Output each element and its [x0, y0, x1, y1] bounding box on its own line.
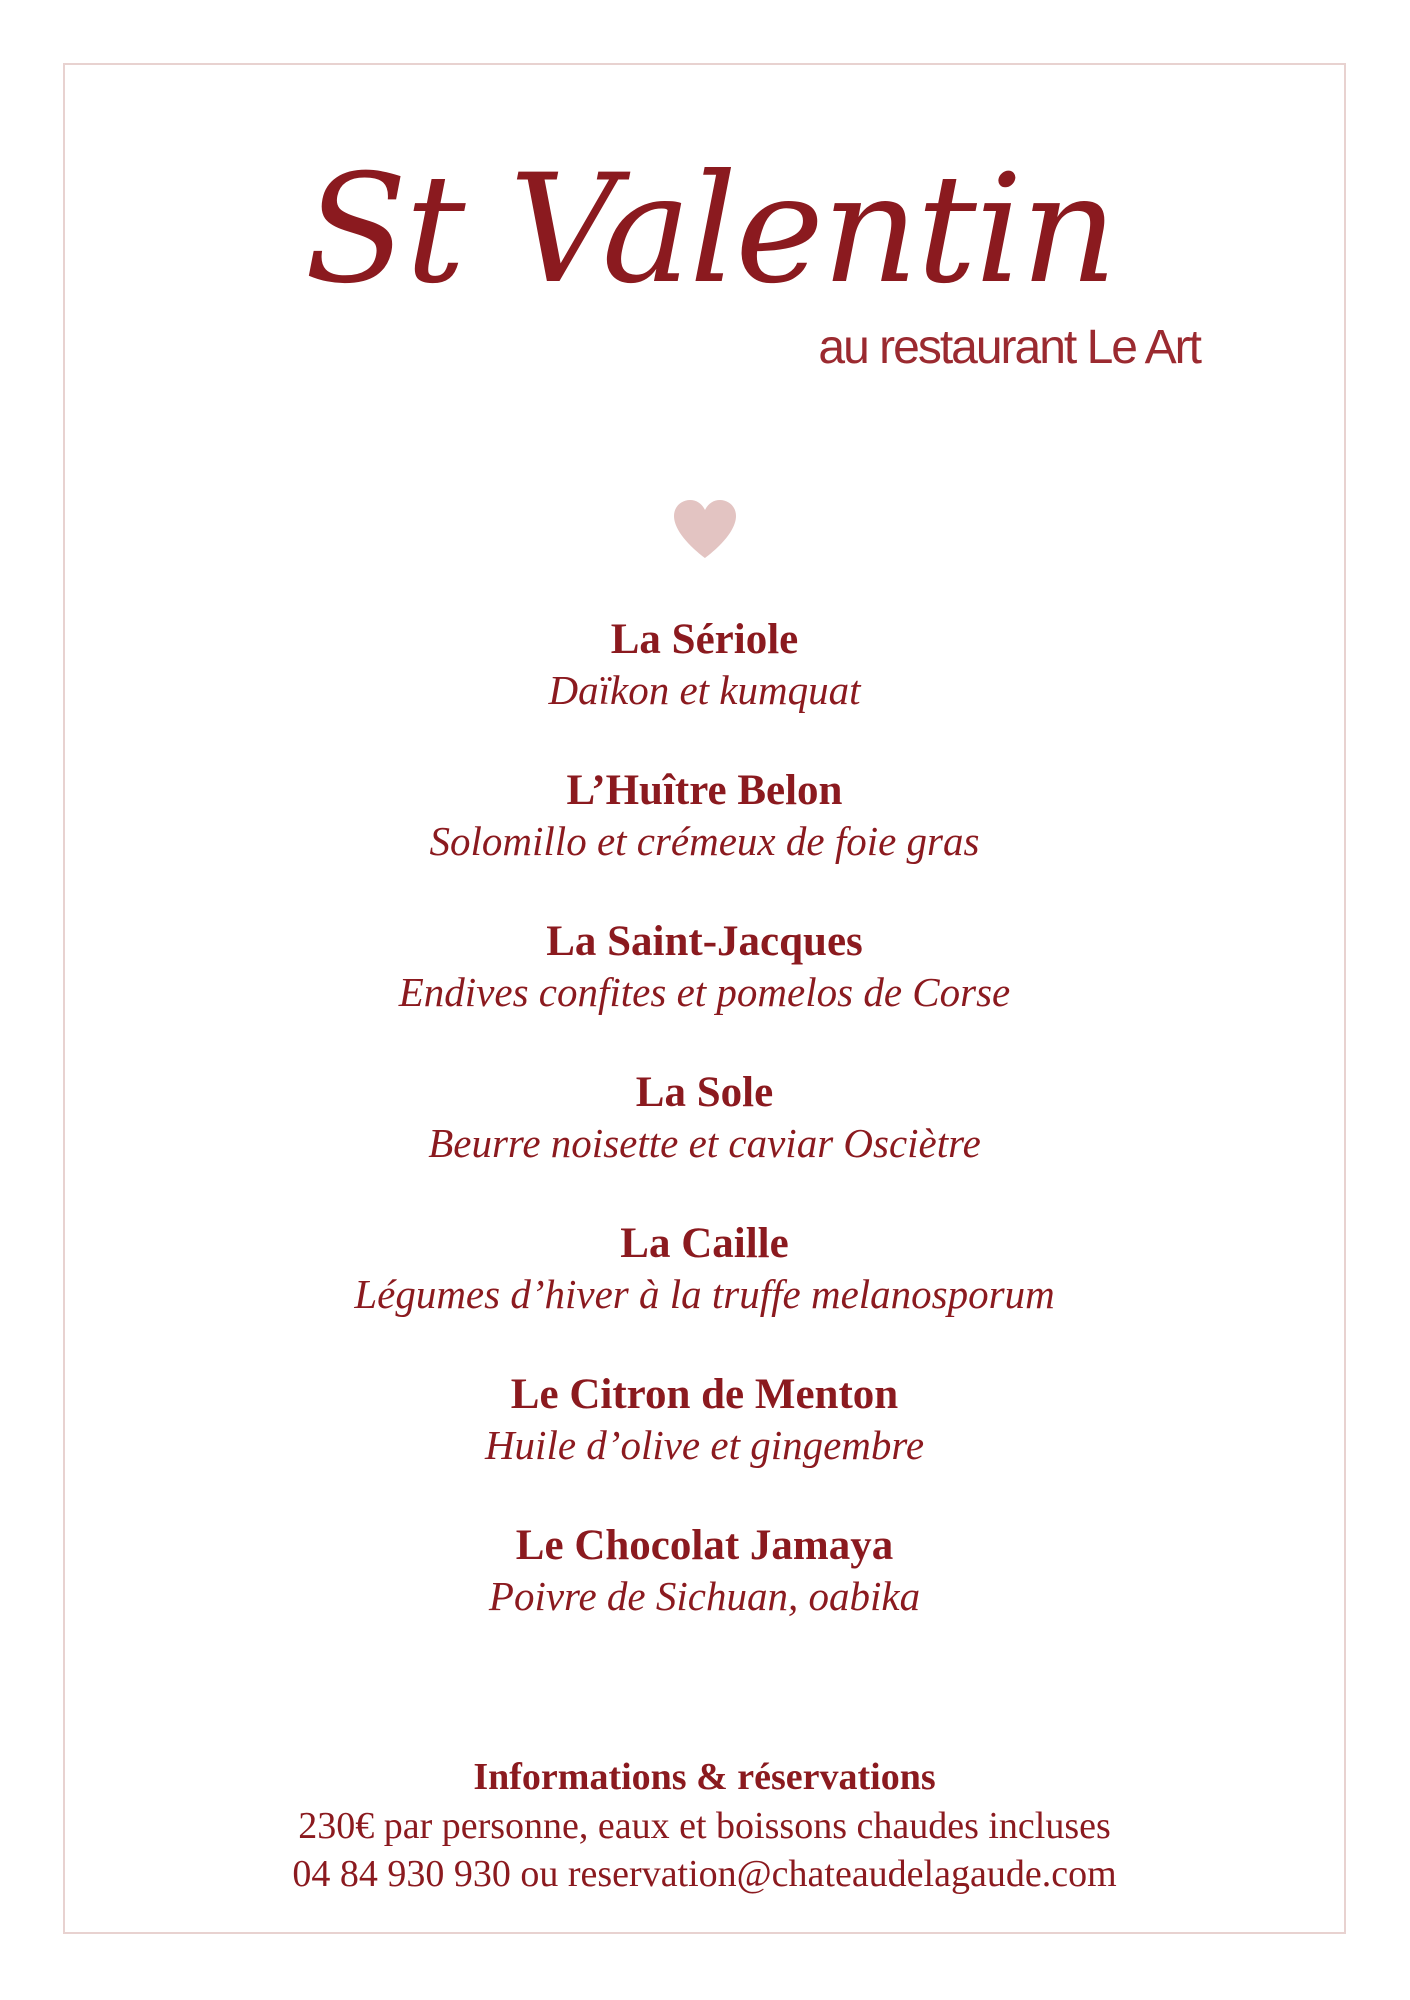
menu-course [63, 1370, 1346, 1521]
menu-course [63, 917, 1346, 1068]
page-title: St Valentin [304, 143, 1116, 317]
dish-name: La Caille [620, 1220, 789, 1267]
contact-line: 04 84 930 930 ou reservation@chateaudelagaude.com [292, 1853, 1117, 1895]
info-section [63, 1752, 1346, 1898]
dish-description: Légumes d’hiver à la truffe melanosporum [354, 1271, 1055, 1317]
dish-name: La Sole [635, 1069, 774, 1116]
dish-description: Poivre de Sichuan, oabika [488, 1573, 921, 1619]
menu-course [63, 766, 1346, 917]
dish-description: Daïkon et kumquat [548, 667, 861, 713]
dish-name: Le Citron de Menton [510, 1371, 899, 1418]
dish-description: Huile d’olive et gingembre [484, 1422, 925, 1468]
dish-name: La Sériole [610, 616, 799, 663]
menu-list [63, 615, 1346, 1672]
menu-course [63, 1521, 1346, 1672]
dish-name: Le Chocolat Jamaya [515, 1522, 894, 1569]
heart-icon [672, 498, 738, 560]
dish-description: Beurre noisette et caviar Osciètre [428, 1120, 981, 1166]
dish-name: L’Huître Belon [566, 767, 843, 814]
dish-description: Endives confites et pomelos de Corse [398, 969, 1011, 1015]
menu-course [63, 1219, 1346, 1370]
page-subtitle: au restaurant Le Art [818, 321, 1200, 374]
dish-name: La Saint-Jacques [546, 918, 863, 965]
menu-course [63, 615, 1346, 766]
dish-description: Solomillo et crémeux de foie gras [429, 818, 980, 864]
info-title: Informations & réservations [473, 1756, 936, 1798]
menu-course [63, 1068, 1346, 1219]
price-line: 230€ par personne, eaux et boissons chaudes incluses [298, 1805, 1111, 1847]
